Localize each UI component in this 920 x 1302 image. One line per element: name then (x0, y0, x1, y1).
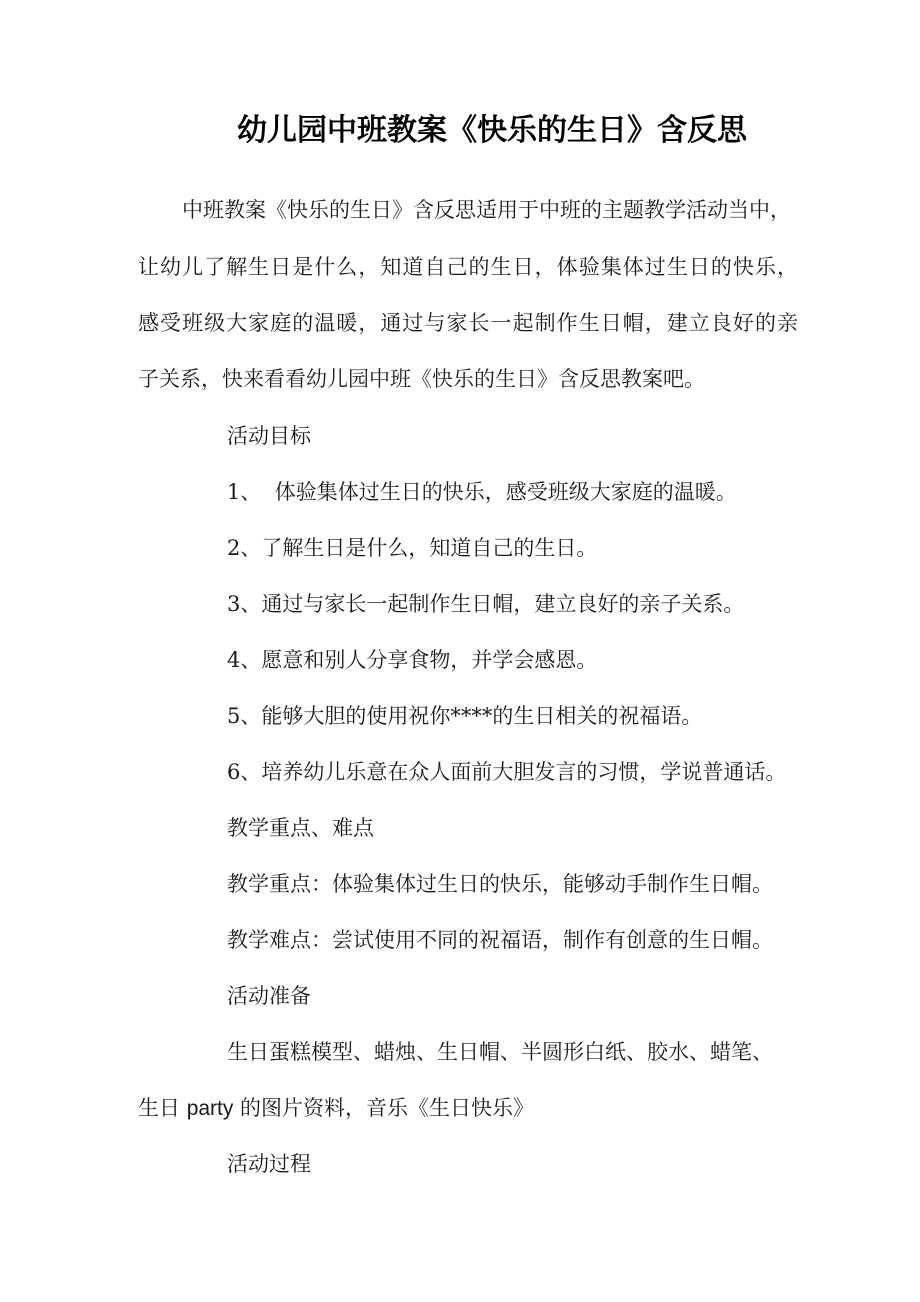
preparation-line-1: 生日蛋糕模型、蜡烛、生日帽、半圆形白纸、胶水、蜡笔、 (227, 1040, 773, 1064)
section-heading-process: 活动过程 (227, 1152, 311, 1176)
section-heading-preparation: 活动准备 (227, 984, 311, 1008)
intro-line-4: 子关系，快来看看幼儿园中班《快乐的生日》含反思教案吧。 (138, 367, 705, 391)
section-heading-goals: 活动目标 (227, 424, 311, 448)
goal-item-4: 4、愿意和别人分享食物，并学会感恩。 (227, 648, 598, 672)
preparation-line-2 (138, 1091, 798, 1125)
teaching-focus: 教学重点：体验集体过生日的快乐，能够动手制作生日帽。 (227, 872, 773, 896)
preparation-line-2-latin: party (186, 1097, 234, 1120)
goal-item-3: 3、通过与家长一起制作生日帽，建立良好的亲子关系。 (227, 592, 745, 616)
intro-line-1: 中班教案《快乐的生日》含反思适用于中班的主题教学活动当中， (182, 198, 791, 222)
intro-line-3: 感受班级大家庭的温暖，通过与家长一起制作生日帽，建立良好的亲 (138, 311, 798, 335)
teaching-difficulty: 教学难点：尝试使用不同的祝福语，制作有创意的生日帽。 (227, 928, 773, 952)
goal-item-1: 1、 体验集体过生日的快乐，感受班级大家庭的温暖。 (227, 480, 737, 504)
goal-item-6: 6、培养幼儿乐意在众人面前大胆发言的习惯，学说普通话。 (227, 760, 787, 784)
document-title: 幼儿园中班教案《快乐的生日》含反思 (237, 113, 747, 148)
section-heading-key-points: 教学重点、难点 (227, 816, 374, 840)
goal-item-5: 5、能够大胆的使用祝你****的生日相关的祝福语。 (227, 704, 703, 728)
preparation-line-2-prefix: 生日 (138, 1096, 187, 1120)
preparation-line-2-suffix: 的图片资料，音乐《生日快乐》 (233, 1096, 535, 1120)
goal-item-2: 2、了解生日是什么，知道自己的生日。 (227, 536, 598, 560)
intro-line-2: 让幼儿了解生日是什么，知道自己的生日，体验集体过生日的快乐， (138, 255, 798, 279)
